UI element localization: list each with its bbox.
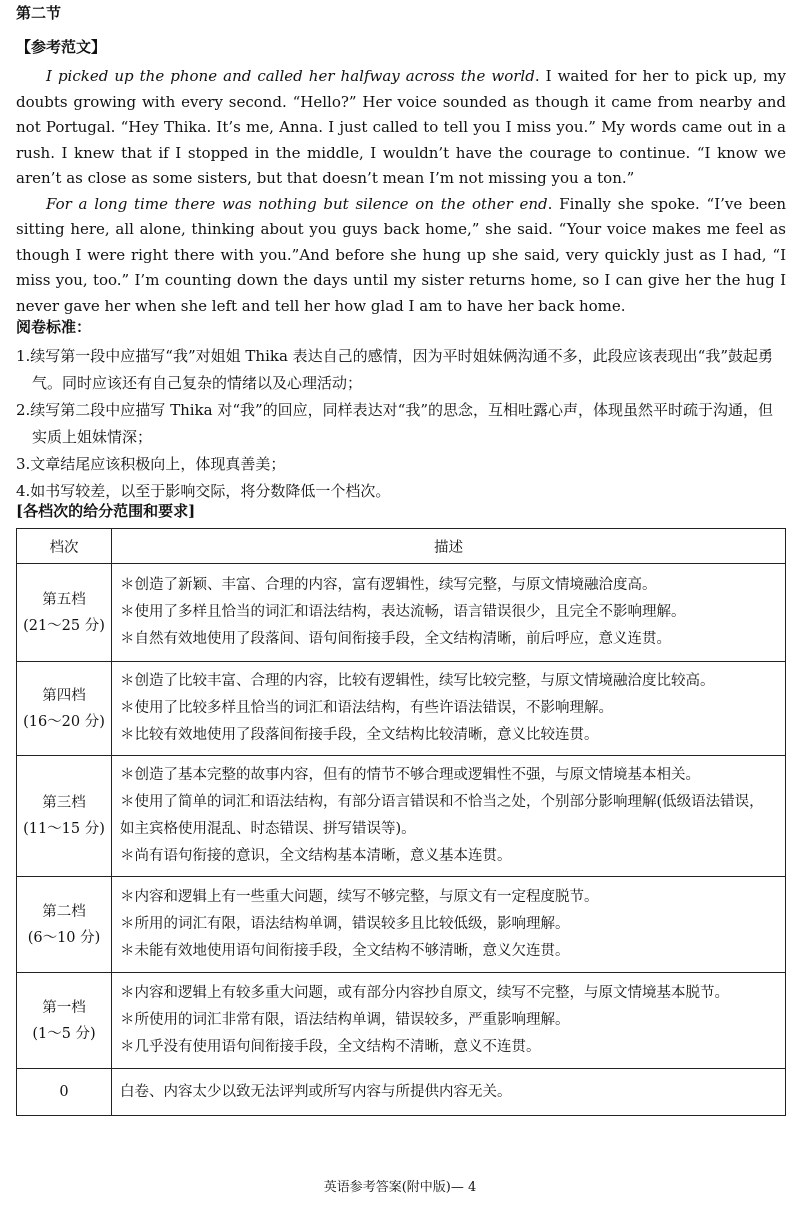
description-cell bbox=[112, 877, 786, 973]
grade-name: 第四档 bbox=[42, 687, 86, 704]
grade-name: 第二档 bbox=[42, 903, 86, 920]
grade-name: 第五档 bbox=[42, 591, 86, 608]
section-title: 第二节 bbox=[16, 4, 62, 22]
grade-range: (16～20 分) bbox=[23, 713, 105, 730]
criteria-item: 2.续写第二段中应描写 Thika 对“我”的回应，同样表达对“我”的思念，互相吐露心声，体现虽然平时疏于沟通，但实质上姐妹情深； bbox=[16, 401, 774, 446]
description-item: ＊尚有语句衔接的意识，全文结构基本清晰，意义基本连贯。 bbox=[120, 848, 512, 864]
criteria-title: 阅卷标准： bbox=[16, 318, 92, 336]
grade-cell-zero: 0 bbox=[17, 1069, 112, 1116]
essay-paragraph-1-lead: I picked up the phone and called her halfway across the world bbox=[46, 67, 535, 85]
description-cell bbox=[112, 756, 786, 877]
table-row bbox=[17, 564, 786, 662]
table-row bbox=[17, 973, 786, 1069]
description-item: ＊所用的词汇有限，语法结构单调，错误较多且比较低级，影响理解。 bbox=[120, 916, 570, 932]
grade-range: (21～25 分) bbox=[23, 617, 105, 634]
description-cell bbox=[112, 564, 786, 662]
description-item: ＊使用了简单的词汇和语法结构，有部分语言错误和不恰当之处，个别部分影响理解(低级语法错误，如主宾格使用混乱、时态错误、拼写错误等)。 bbox=[120, 794, 764, 837]
criteria-item: 1.续写第一段中应描写“我”对姐姐 Thika 表达自己的感情，因为平时姐妹俩沟通不多，此段应该表现出“我”鼓起勇气。同时应该还有自己复杂的情绪以及心理活动； bbox=[16, 347, 774, 392]
description-item: ＊自然有效地使用了段落间、语句间衔接手段，全文结构清晰，前后呼应，意义连贯。 bbox=[120, 631, 671, 647]
header-description: 描述 bbox=[112, 529, 786, 564]
description-cell-zero: 白卷、内容太少以致无法评判或所写内容与所提供内容无关。 bbox=[112, 1069, 786, 1116]
criteria-list bbox=[16, 343, 786, 505]
description-item: ＊使用了多样且恰当的词汇和语法结构，表达流畅，语言错误很少，且完全不影响理解。 bbox=[120, 604, 686, 620]
table-title: [各档次的给分范围和要求] bbox=[16, 502, 196, 520]
description-cell bbox=[112, 662, 786, 756]
reference-essay-label: 【参考范文】 bbox=[16, 38, 107, 56]
page-footer: 英语参考答案(附中版)— 4 bbox=[323, 1180, 477, 1195]
grade-cell bbox=[17, 756, 112, 877]
description-item: ＊创造了新颖、丰富、合理的内容，富有逻辑性，续写完整，与原文情境融洽度高。 bbox=[120, 577, 657, 593]
description-cell bbox=[112, 973, 786, 1069]
header-grade: 档次 bbox=[17, 529, 112, 564]
description-item: ＊比较有效地使用了段落间衔接手段，全文结构比较清晰，意义比较连贯。 bbox=[120, 727, 599, 743]
grade-cell bbox=[17, 973, 112, 1069]
essay-paragraph-1-body: . I waited for her to pick up, my doubts growing with every second. “Hello?” Her voice sounded as though it came from nearby and not Portugal. “Hey Thika. It’s me, Anna. I just called to tell you I miss you.” My words came out in a rush. I knew that if I stopped in the middle, I wouldn’t have the courage to continue. “I know we aren’t as close as some sisters, but that doesn’t mean I’m not missing you a ton.” bbox=[16, 67, 786, 187]
reference-essay bbox=[16, 64, 786, 319]
essay-paragraph-2-lead: For a long time there was nothing but silence on the other end bbox=[46, 194, 548, 213]
grade-cell bbox=[17, 564, 112, 662]
grade-range: (1～5 分) bbox=[32, 1025, 96, 1042]
essay-paragraph-2 bbox=[16, 192, 786, 320]
description-item: ＊几乎没有使用语句间衔接手段，全文结构不清晰，意义不连贯。 bbox=[120, 1039, 541, 1055]
grade-cell bbox=[17, 877, 112, 973]
description-item: ＊内容和逻辑上有较多重大问题，或有部分内容抄自原文，续写不完整，与原文情境基本脱节。 bbox=[120, 985, 729, 1001]
grade-range: (11～15 分) bbox=[23, 821, 105, 837]
grade-name: 第三档 bbox=[42, 795, 86, 811]
description-item: ＊创造了基本完整的故事内容，但有的情节不够合理或逻辑性不强，与原文情境基本相关。 bbox=[120, 767, 700, 783]
table-row bbox=[17, 756, 786, 877]
description-item: ＊所使用的词汇非常有限，语法结构单调，错误较多，严重影响理解。 bbox=[120, 1012, 570, 1028]
description-item: ＊未能有效地使用语句间衔接手段，全文结构不够清晰，意义欠连贯。 bbox=[120, 943, 570, 959]
grading-table bbox=[16, 528, 786, 1116]
grade-name: 第一档 bbox=[42, 999, 86, 1016]
grade-cell bbox=[17, 662, 112, 756]
description-item: ＊内容和逻辑上有一些重大问题，续写不够完整，与原文有一定程度脱节。 bbox=[120, 889, 599, 905]
description-item: ＊使用了比较多样且恰当的词汇和语法结构，有些许语法错误，不影响理解。 bbox=[120, 700, 613, 716]
essay-paragraph-2-body: . Finally she spoke. “I’ve been sitting here, all alone, thinking about you guys back home,” she said. “Your voice makes me feel as though I were right there with you.”And before she hung up she said, very quickly just as I had, “I miss you, too.” I’m counting down the days until my sister returns home, so I can give her the hug I never gave her when she left and tell her how glad I am to have her back home. bbox=[16, 194, 787, 315]
criteria-item: 3.文章结尾应该积极向上，体现真善美； bbox=[16, 455, 286, 473]
criteria-item: 4.如书写较差，以至于影响交际，将分数降低一个档次。 bbox=[16, 482, 391, 500]
essay-paragraph-1 bbox=[16, 64, 786, 192]
table-row bbox=[17, 662, 786, 756]
table-header-row bbox=[17, 529, 786, 564]
grade-range: (6～10 分) bbox=[27, 929, 101, 946]
table-row-zero bbox=[17, 1069, 786, 1116]
description-item: ＊创造了比较丰富、合理的内容，比较有逻辑性，续写比较完整，与原文情境融洽度比较高。 bbox=[120, 673, 715, 689]
table-row bbox=[17, 877, 786, 973]
